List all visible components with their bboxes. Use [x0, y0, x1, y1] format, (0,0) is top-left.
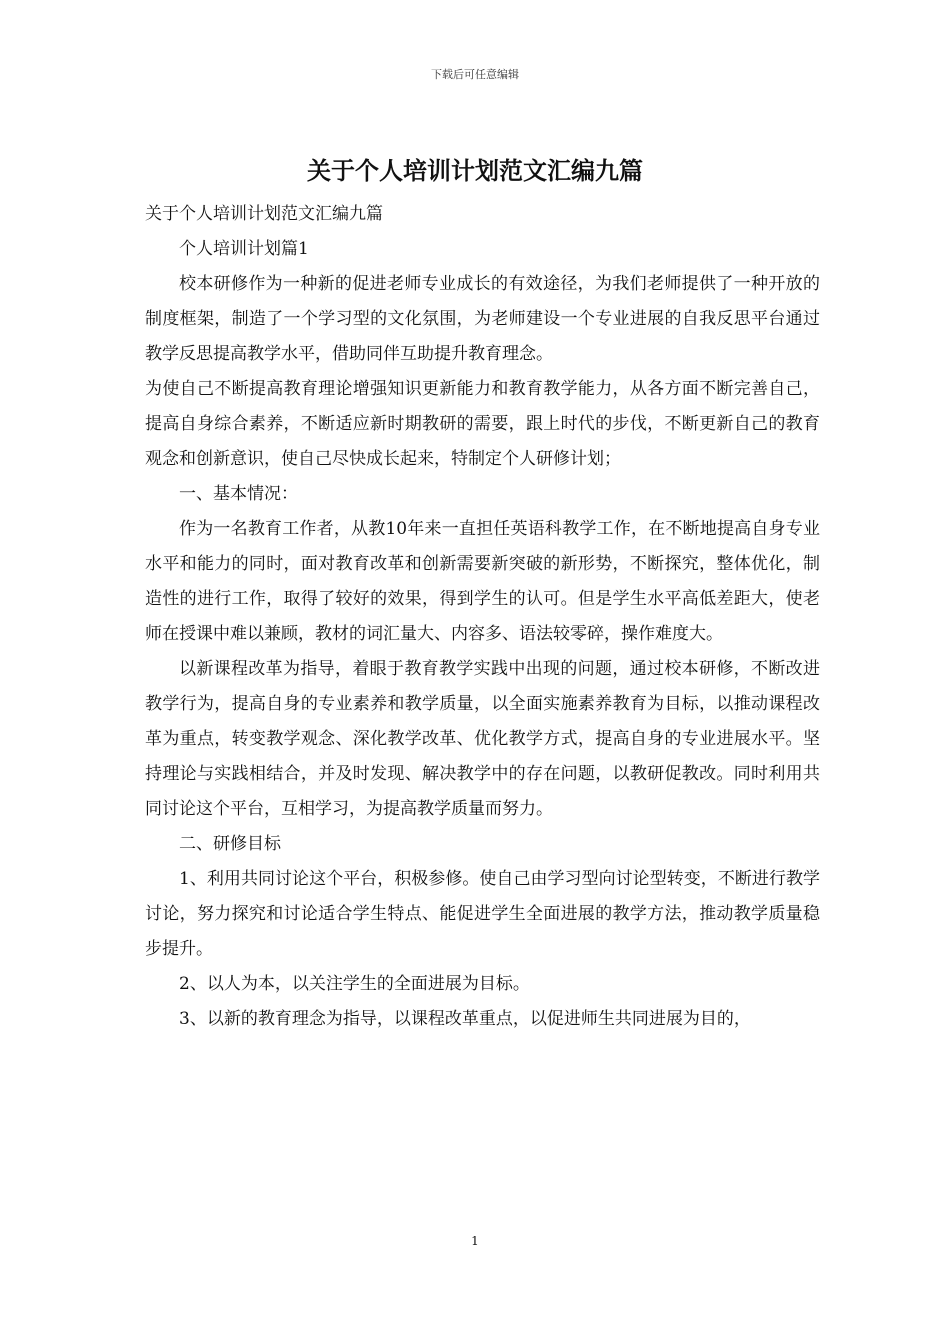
heading-goals: 二、研修目标 — [179, 834, 281, 854]
paragraph-purpose: 为使自己不断提高教育理论增强知识更新能力和教育教学能力，从各方面不断完善自己，提高自身综合素养，不断适应新时期教研的需要，跟上时代的步伐，不断更新自己的教育观念和创新意识，使自己尽快成长起来，特制定个人研修计划； — [145, 379, 820, 469]
page-header-note: 下载后可任意编辑 — [431, 68, 519, 81]
paragraph-intro: 校本研修作为一种新的促进老师专业成长的有效途径，为我们老师提供了一种开放的制度框架，制造了一个学习型的文化氛围，为老师建设一个专业进展的自我反思平台通过教学反思提高教学水平，借助同伴互助提升教育理念。 — [145, 274, 820, 364]
goal-item-3: 3、以新的教育理念为指导，以课程改革重点，以促进师生共同进展为目的， — [179, 1009, 751, 1029]
document-body — [145, 197, 820, 1037]
page-number: 1 — [471, 1234, 479, 1248]
heading-basic-situation: 一、基本情况： — [179, 484, 298, 504]
document-title: 关于个人培训计划范文汇编九篇 — [307, 156, 643, 185]
document-subtitle: 关于个人培训计划范文汇编九篇 — [145, 204, 383, 224]
section-heading: 个人培训计划篇1 — [179, 239, 309, 259]
paragraph-basic-situation: 作为一名教育工作者，从教10年来一直担任英语科教学工作，在不断地提高自身专业水平和能力的同时，面对教育改革和创新需要新突破的新形势，不断探究，整体优化，制造性的进行工作，取得了较好的效果，得到学生的认可。但是学生水平高低差距大，使老师在授课中难以兼顾，教材的词汇量大、内容多、语法较零碎，操作难度大。 — [145, 519, 820, 644]
paragraph-guidance: 以新课程改革为指导，着眼于教育教学实践中出现的问题，通过校本研修，不断改进教学行为，提高自身的专业素养和教学质量，以全面实施素养教育为目标，以推动课程改革为重点，转变教学观念、深化教学改革、优化教学方式，提高自身的专业进展水平。坚持理论与实践相结合，并及时发现、解决教学中的存在问题，以教研促教改。同时利用共同讨论这个平台，互相学习，为提高教学质量而努力。 — [145, 659, 820, 819]
goal-item-1: 1、利用共同讨论这个平台，积极参修。使自己由学习型向讨论型转变，不断进行教学讨论，努力探究和讨论适合学生特点、能促进学生全面进展的教学方法，推动教学质量稳步提升。 — [145, 869, 820, 959]
goal-item-2: 2、以人为本，以关注学生的全面进展为目标。 — [179, 974, 530, 994]
